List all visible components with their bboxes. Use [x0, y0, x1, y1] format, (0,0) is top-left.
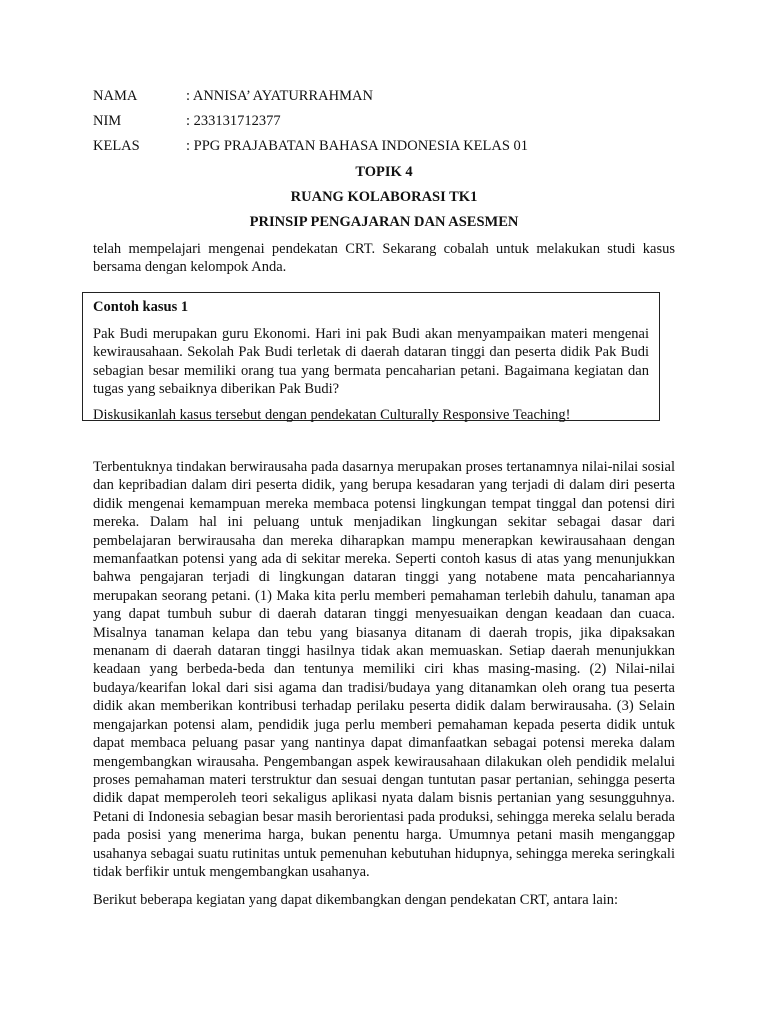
student-info [93, 86, 528, 161]
case-box [82, 292, 660, 421]
title-heading: PRINSIP PENGAJARAN DAN ASESMEN [249, 214, 519, 230]
body-paragraph-1: Terbentuknya tindakan berwirausaha pada dasarnya merupakan proses tertanamnya nilai-nilai sosial dan kepribadian dalam diri peserta didik, yang berupa kesadaran yang terjadi di dalam diri peserta didik mengenai kemampuan mereka membaca potensi lingkungan tempat tinggal dan potensi diri mereka. Dalam hal ini peluang untuk menjadikan lingkungan sekitar sebagai dasar dari pembelajaran berwirausaha dan mereka diharapkan mampu menerapkan kewirausahaan dengan memanfaatkan potensi yang ada di sekitar mereka. Seperti contoh kasus di atas yang menunjukkan bahwa pengajaran terjadi di lingkungan dataran tinggi yang notabene mata pencahariannya merupakan seorang petani. (1) Maka kita perlu memberi pemahaman terlebih dahulu, tanaman apa yang dapat tumbuh subur di daerah dataran tinggi menyesuaikan dengan keadaan dan cuaca. Misalnya tanaman kelapa dan tebu yang biasanya ditanam di daerah tropis, jika dipaksakan menanam di daerah dataran tinggi hasilnya tidak akan memuaskan. Setiap daerah menunjukkan keadaan yang berbeda-beda dan tentunya memiliki ciri khas masing-masing. (2) Nilai-nilai budaya/kearifan lokal dari sisi agama dan tradisi/budaya yang ditanamkan oleh orang tua peserta didik akan memberikan kontribusi terhadap perilaku peserta didik dalam berwirausaha. (3) Selain mengajarkan potensi alam, pendidik juga perlu memberi pemahaman kepada peserta didik untuk dapat membaca peluang pasar yang nantinya dapat dimanfaatkan sebagai potensi mereka dalam mengembangkan wirausaha. Pengembangan aspek kewirausahaan dilakukan oleh pendidik melalui proses pemahaman materi terstruktur dan sesuai dengan tuntutan pasar pertanian, sehingga peserta didik dapat memperoleh teori sekaligus aplikasi nyata dalam bisnis pertanian yang sesungguhnya. Petani di Indonesia sebagian besar masih berorientasi pada produksi, sehingga mereka selalu berada pada posisi yang menerima harga, bukan penentu harga. Umumnya petani masih menganggap usahanya sebagai suatu rutinitas untuk pemenuhan kebutuhan hidupnya, sehingga mereka seringkali tidak berfikir untuk mengembangkan usahanya. [93, 459, 675, 880]
case-paragraph: Pak Budi merupakan guru Ekonomi. Hari ini pak Budi akan menyampaikan materi mengenai kewirausahaan. Sekolah Pak Budi terletak di daerah dataran tinggi dan peserta didik Pak Budi sebagian besar memiliki orang tua yang bermata pencaharian petani. Bagaimana kegiatan dan tugas yang sebaiknya diberikan Pak Budi? [93, 326, 649, 398]
class-row [93, 136, 528, 161]
name-row [93, 86, 528, 111]
room-heading: RUANG KOLABORASI TK1 [290, 189, 478, 205]
intro-paragraph: telah mempelajari mengenai pendekatan CRT. Sekarang cobalah untuk melakukan studi kasus bersama dengan kelompok Anda. [93, 241, 675, 276]
document-headings [0, 162, 768, 237]
name-label: NAMA [93, 88, 138, 104]
class-value: : PPG PRAJABATAN BAHASA INDONESIA KELAS 01 [186, 138, 529, 154]
body-paragraph-2: Berikut beberapa kegiatan yang dapat dikembangkan dengan pendekatan CRT, antara lain: [93, 892, 619, 909]
nim-label: NIM [93, 113, 122, 129]
nim-value: : 233131712377 [186, 113, 281, 129]
body-text [93, 458, 675, 920]
case-instruction: Diskusikanlah kasus tersebut dengan pendekatan Culturally Responsive Teaching! [93, 406, 571, 423]
class-label: KELAS [93, 138, 140, 154]
topic-heading: TOPIK 4 [355, 164, 413, 180]
name-value: : ANNISA’ AYATURRAHMAN [186, 88, 373, 104]
case-title: Contoh kasus 1 [93, 299, 189, 315]
nim-row [93, 111, 528, 136]
